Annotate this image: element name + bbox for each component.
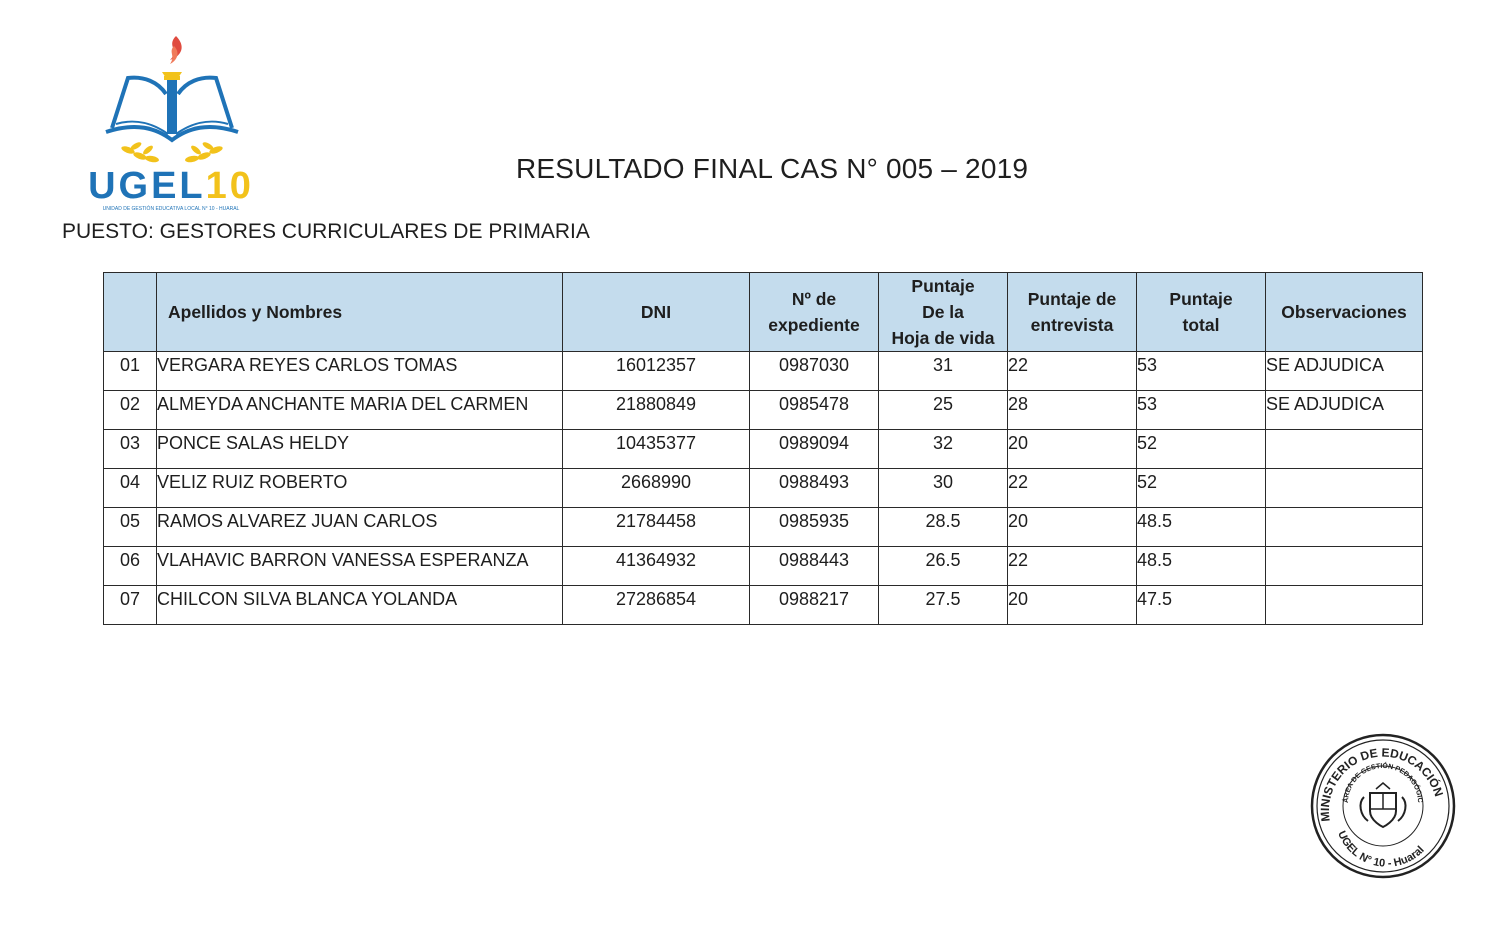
- stamp-outer-text: MINISTERIO DE EDUCACIÓN: [1317, 745, 1446, 823]
- cell-file: 0988493: [750, 469, 879, 508]
- header-number: [104, 273, 157, 352]
- cell-interview-score: 22: [1008, 352, 1137, 391]
- cell-observation: [1266, 430, 1423, 469]
- coat-of-arms-icon: [1361, 783, 1406, 827]
- cell-total-score: 52: [1137, 469, 1266, 508]
- cell-interview-score: 22: [1008, 547, 1137, 586]
- cell-cv-score: 27.5: [879, 586, 1008, 625]
- table-row: [104, 508, 1423, 547]
- cell-cv-score: 26.5: [879, 547, 1008, 586]
- cell-dni: 16012357: [563, 352, 750, 391]
- table-row: [104, 586, 1423, 625]
- cell-cv-score: 28.5: [879, 508, 1008, 547]
- stamp-middle-text: ÁREA DE GESTIÓN PEDAGÓGIC: [1342, 762, 1424, 804]
- cell-interview-score: 20: [1008, 586, 1137, 625]
- cell-total-score: 53: [1137, 352, 1266, 391]
- cell-dni: 41364932: [563, 547, 750, 586]
- cell-file: 0985935: [750, 508, 879, 547]
- cell-number: 04: [104, 469, 157, 508]
- cell-total-score: 48.5: [1137, 508, 1266, 547]
- cell-number: 06: [104, 547, 157, 586]
- header-dni: DNI: [563, 273, 750, 352]
- cell-file: 0989094: [750, 430, 879, 469]
- stamp-bottom-text: UGEL N° 10 - Huaral: [1335, 829, 1427, 870]
- header-name: Apellidos y Nombres: [157, 273, 563, 352]
- ugel-logo: [88, 32, 254, 214]
- header-file-number: Nº de expediente: [750, 273, 879, 352]
- cell-observation: [1266, 469, 1423, 508]
- table-row: [104, 352, 1423, 391]
- cell-dni: 21880849: [563, 391, 750, 430]
- cell-name: VERGARA REYES CARLOS TOMAS: [157, 352, 563, 391]
- cell-observation: [1266, 586, 1423, 625]
- cell-dni: 27286854: [563, 586, 750, 625]
- cell-dni: 21784458: [563, 508, 750, 547]
- cell-cv-score: 31: [879, 352, 1008, 391]
- cell-observation: SE ADJUDICA: [1266, 352, 1423, 391]
- cell-total-score: 48.5: [1137, 547, 1266, 586]
- cell-interview-score: 28: [1008, 391, 1137, 430]
- position-label: PUESTO: GESTORES CURRICULARES DE PRIMARIA: [62, 220, 590, 243]
- torch-book-icon: [88, 32, 254, 214]
- cell-file: 0987030: [750, 352, 879, 391]
- cell-dni: 10435377: [563, 430, 750, 469]
- cell-interview-score: 20: [1008, 430, 1137, 469]
- svg-text:UGEL N° 10 - Huaral: [1335, 829, 1427, 870]
- logo-wordmark: UGEL10: [88, 165, 254, 207]
- table-row: [104, 391, 1423, 430]
- cell-total-score: 53: [1137, 391, 1266, 430]
- document-title: RESULTADO FINAL CAS N° 005 – 2019: [516, 153, 1029, 184]
- header-cv-score: Puntaje De la Hoja de vida: [879, 273, 1008, 352]
- cell-file: 0985478: [750, 391, 879, 430]
- cell-name: ALMEYDA ANCHANTE MARIA DEL CARMEN: [157, 391, 563, 430]
- cell-name: RAMOS ALVAREZ JUAN CARLOS: [157, 508, 563, 547]
- header-observations: Observaciones: [1266, 273, 1423, 352]
- cell-file: 0988217: [750, 586, 879, 625]
- cell-name: VELIZ RUIZ ROBERTO: [157, 469, 563, 508]
- cell-total-score: 52: [1137, 430, 1266, 469]
- cell-total-score: 47.5: [1137, 586, 1266, 625]
- table-row: [104, 469, 1423, 508]
- cell-name: VLAHAVIC BARRON VANESSA ESPERANZA: [157, 547, 563, 586]
- header-interview-score: Puntaje de entrevista: [1008, 273, 1137, 352]
- logo-caption: UNIDAD DE GESTIÓN EDUCATIVA LOCAL N° 10 - HUARAL: [102, 206, 240, 212]
- cell-name: PONCE SALAS HELDY: [157, 430, 563, 469]
- cell-observation: [1266, 508, 1423, 547]
- cell-number: 07: [104, 586, 157, 625]
- cell-number: 02: [104, 391, 157, 430]
- cell-observation: SE ADJUDICA: [1266, 391, 1423, 430]
- table-row: [104, 547, 1423, 586]
- cell-dni: 2668990: [563, 469, 750, 508]
- seal-icon: [1308, 731, 1458, 881]
- cell-interview-score: 20: [1008, 508, 1137, 547]
- results-table: [103, 272, 1423, 625]
- cell-observation: [1266, 547, 1423, 586]
- cell-file: 0988443: [750, 547, 879, 586]
- table-row: [104, 430, 1423, 469]
- cell-number: 05: [104, 508, 157, 547]
- table-header-row: [104, 273, 1423, 352]
- cell-cv-score: 32: [879, 430, 1008, 469]
- header-total-score: Puntaje total: [1137, 273, 1266, 352]
- official-stamp: [1308, 731, 1458, 881]
- cell-cv-score: 30: [879, 469, 1008, 508]
- cell-name: CHILCON SILVA BLANCA YOLANDA: [157, 586, 563, 625]
- cell-interview-score: 22: [1008, 469, 1137, 508]
- cell-number: 01: [104, 352, 157, 391]
- cell-cv-score: 25: [879, 391, 1008, 430]
- cell-number: 03: [104, 430, 157, 469]
